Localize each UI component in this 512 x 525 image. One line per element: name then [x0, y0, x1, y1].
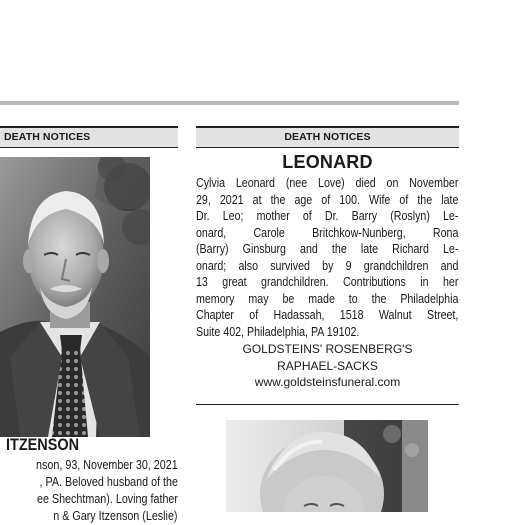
obituary-line: Cylvia Leonard (nee Love) died on November — [196, 175, 459, 190]
funeral-home-name-line1: GOLDSTEINS' ROSENBERG'S — [242, 342, 413, 356]
section-header-right — [196, 126, 459, 148]
obituary-line: onard, Carole Britchkow-Nunberg, Rona — [196, 224, 459, 240]
obituary-name-leonard: LEONARD — [282, 152, 373, 172]
obituary-line: onard; also survived by 9 grandchildren and — [196, 257, 459, 273]
obituary-body-itzenson — [0, 457, 178, 525]
obituary-line: 29, 2021 at the age of 100. Wife of the late — [196, 191, 459, 207]
section-divider — [196, 404, 459, 405]
obituary-body-leonard — [196, 175, 459, 340]
obituary-line: nson, 93, November 30, 2021 — [36, 458, 178, 472]
portrait-itzenson-graphic — [0, 157, 150, 437]
obituary-line: 13 great grandchildren. Contributions in her — [196, 274, 459, 289]
obituary-line: (Barry) Ginsburg and the late Richard Le- — [196, 241, 459, 256]
portrait-photo-itzenson — [0, 157, 150, 437]
section-header-left — [0, 126, 178, 148]
section-header-right-label: DEATH NOTICES — [284, 131, 371, 143]
obituary-line: Dr. Leo; mother of Dr. Barry (Roslyn) Le- — [196, 208, 459, 223]
portrait-leonard-graphic — [226, 420, 428, 512]
obituary-line: ee Shechtman). Loving father — [36, 492, 178, 506]
funeral-home-url: www.goldsteinsfuneral.com — [254, 375, 401, 389]
funeral-home-block — [196, 341, 459, 391]
obituary-line: Suite 402, Philadelphia, PA 19102. — [196, 323, 360, 339]
portrait-photo-leonard — [226, 420, 428, 512]
funeral-home-name-line2: RAPHAEL-SACKS — [277, 358, 378, 373]
top-rule — [0, 101, 459, 105]
obituary-line: memory may be made to the Philadelphia — [196, 290, 459, 306]
obituary-line: Chapter of Hadassah, 1518 Walnut Street, — [196, 307, 459, 322]
obituary-line: , PA. Beloved husband of the — [39, 475, 178, 489]
section-header-left-label: DEATH NOTICES — [4, 131, 91, 143]
obituary-line: n & Gary Itzenson (Leslie) — [53, 509, 178, 523]
obituary-name-itzenson: ITZENSON — [6, 435, 80, 454]
